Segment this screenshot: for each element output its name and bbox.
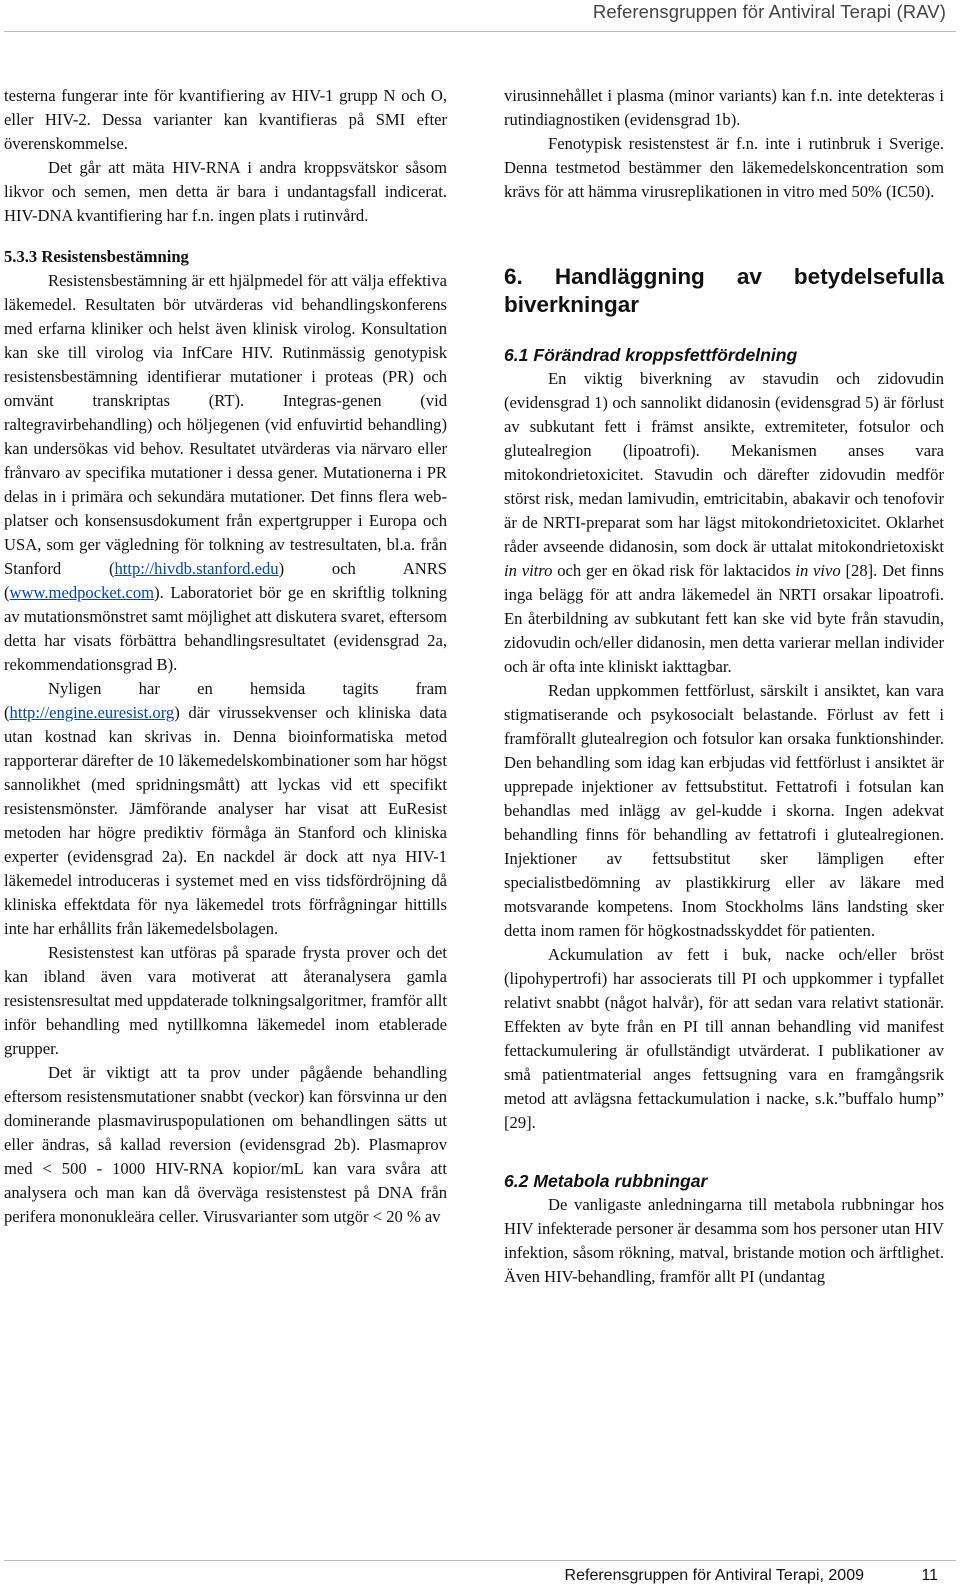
header-title: Referensgruppen för Antiviral Terapi (RAV) xyxy=(592,1,946,22)
chapter-heading-6: 6. Handläggning av betydelsefulla biverkningar xyxy=(504,264,944,317)
link-stanford[interactable]: http://hivdb.stanford.edu xyxy=(114,559,279,578)
paragraph: testerna fungerar inte för kvantifiering av HIV-1 grupp N och O, eller HIV-2. Dessa varianter kan kvantifieras på SMI efter överenskommelse. xyxy=(4,86,447,153)
link-anrs[interactable]: www.medpocket.com xyxy=(9,583,155,602)
page-footer xyxy=(0,1560,960,1589)
page-number: 11 xyxy=(921,1567,938,1584)
paragraph: Redan uppkommen fettförlust, särskilt i ansiktet, kan vara stigmatiserande och psykosocialt belastande. Förlust av fett i framförallt glutealregion och fotsulor kan orsaka funktionshinder. Den behandling som idag kan erbjudas vid fettförlust i ansiktet är upprepade injektioner av fettsubstitut. Fettatrofi i fotsulan kan behandlas med inlägg av gel-kudde i skorna. Ingen adekvat behandling finns för behandling av fettatrofi i glutealregionen. Injektioner av fettsubstitut sker lämpligen efter specialistbedömning av plastikkirurg eller av läkare med motsvarande kompetens. Inom Stockholms läns landsting sker detta inom ramen för högkostnadsskyddet för patienten. xyxy=(504,681,944,940)
page-header xyxy=(0,0,960,32)
paragraph: Resistenstest kan utföras på sparade frysta prover och det kan ibland även vara motiverat att återanalysera gamla resistensresultat med uppdaterade tolkningsalgoritmer, framför allt inför behandling med nytillkomna läkemedel inom etablerade grupper. xyxy=(4,943,447,1058)
paragraph: Resistensbestämning är ett hjälpmedel för att välja effektiva läkemedel. Resultaten bör utvärderas vid behandlingskonferens med erfarna kliniker och helst även klinisk virolog. Konsultation kan ske till virolog via InfCare HIV. Rutinmässig genotypisk resistensbestämning identifierar mutationer i proteas (PR) och omvänt transkriptas (RT). Integras-genen (vid raltegravirbehandling) och höljegenen (vid enfuvirtid behandling) kan undersökas vid behov. Resultatet utvärderas via närvaro eller frånvaro av specifika mutationer i dessa gener. Mutationerna i PR delas in i primära och sekundära mutationer. Det finns flera web-platser och konsensusdokument från expertgrupper i Europa och USA, som ger vägledning för tolkning av testresultaten, bl.a. från Stanford (http://hivdb.stanford.edu) och ANRS (www.medpocket.com). Laboratoriet bör ge en skriftlig tolkning av mutationsmönstret samt möjlighet att diskutera svaret, eftersom detta har visats förbättra behandlingsresultatet (evidensgrad 2a, rekommendationsgrad B). xyxy=(4,271,447,674)
section-heading-6-2: 6.2 Metabola rubbningar xyxy=(504,1171,708,1191)
paragraph: En viktig biverkning av stavudin och zidovudin (evidensgrad 1) och sannolikt didanosin (evidensgrad 5) är förlust av subkutant fett i främst ansikte, extremiteter, fotsulor och glutealregion (lipoatrofi). Mekanismen anses vara mitokondrietoxicitet. Stavudin och därefter zidovudin medför störst risk, medan lamivudin, emtricitabin, abakavir och tenofovir är de NRTI-preparat som har lägst mitokondrietoxicitet. Oklarhet råder avseende didanosin, som dock är uttalat mitokondrietoxiskt in vitro och ger en ökad risk för laktacidos in vivo [28]. Det finns inga belägg för att andra läkemedel än NRTI orsakar lipoatrofi. En återbildning av subkutant fett kan ske vid byte från stavudin, zidovudin och/eller didanosin, men detta varierar mellan individer och är ofta inte kliniskt iakttagbar. xyxy=(504,369,945,676)
link-euresist[interactable]: http://engine.euresist.org xyxy=(9,703,175,722)
footer-text: Referensgruppen för Antiviral Terapi, 2009 xyxy=(564,1567,864,1584)
section-heading-5-3-3: 5.3.3 Resistensbestämning xyxy=(4,247,189,266)
paragraph: Ackumulation av fett i buk, nacke och/eller bröst (lipohypertrofi) har associerats till PI och uppkommer i typfallet relativt snabbt (något halvår), för att sedan vara relativt stationär. Effekten av byte från en PI till annan behandling vid manifest fettackumulering är ofullständigt utvärderat. I publikationer av små patientmaterial anges fettsugning vara en framgångsrik metod att avlägsna fettackumulation i nacke, s.k.”buffalo hump” [29]. xyxy=(504,945,944,1132)
left-column xyxy=(4,84,447,1229)
header-divider xyxy=(4,31,956,32)
paragraph: virusinnehållet i plasma (minor variants) kan f.n. inte detekteras i rutindiagnostiken (evidensgrad 1b). xyxy=(504,86,944,129)
right-column xyxy=(504,84,944,1289)
footer-divider xyxy=(4,1560,956,1561)
paragraph: Det går att mäta HIV-RNA i andra kroppsvätskor såsom likvor och semen, men detta är bara i undantagsfall indicerat. HIV-DNA kvantifiering har f.n. ingen plats i rutinvård. xyxy=(4,158,447,225)
section-heading-6-1: 6.1 Förändrad kroppsfettfördelning xyxy=(504,345,798,365)
paragraph: Nyligen har en hemsida tagits fram (http://engine.euresist.org) där virussekvenser och kliniska data utan kostnad kan skrivas in. Denna bioinformatiska metod rapporterar därefter de 10 läkemedelskombinationer som har högst sannolikhet (med spridningsmått) att lyckas vid ett specifikt resistensmönster. Jämförande analyser har visat att EuResist metoden har högre prediktiv förmåga än Stanford och kliniska experter (evidensgrad 2a). En nackdel är dock att nya HIV-1 läkemedel introduceras i systemet med en viss tidsfördröjning då kliniska effektdata för nya läkemedel trots förfrågningar hittills inte har erhållits från läkemedelsbolagen. xyxy=(4,679,447,938)
paragraph: Fenotypisk resistenstest är f.n. inte i rutinbruk i Sverige. Denna testmetod bestämmer den läkemedelskoncentration som krävs för att hämma virusreplikationen in vitro med 50% (IC50). xyxy=(504,134,944,201)
paragraph: De vanligaste anledningarna till metabola rubbningar hos HIV infekterade personer är desamma som hos personer utan HIV infektion, såsom rökning, matval, bristande motion och ärftlighet. Även HIV-behandling, framför allt PI (undantag xyxy=(504,1195,944,1286)
paragraph: Det är viktigt att ta prov under pågående behandling eftersom resistensmutationer snabbt (veckor) kan försvinna ur den dominerande plasmaviruspopulationen om behandlingen sätts ut eller ändras, så kallad reversion (evidensgrad 2b). Plasmaprov med < 500 - 1000 HIV-RNA kopior/mL kan vara svåra att analysera och man kan då överväga resistenstest på DNA från perifera mononukleära celler. Virusvarianter som utgör < 20 % av xyxy=(4,1063,447,1226)
